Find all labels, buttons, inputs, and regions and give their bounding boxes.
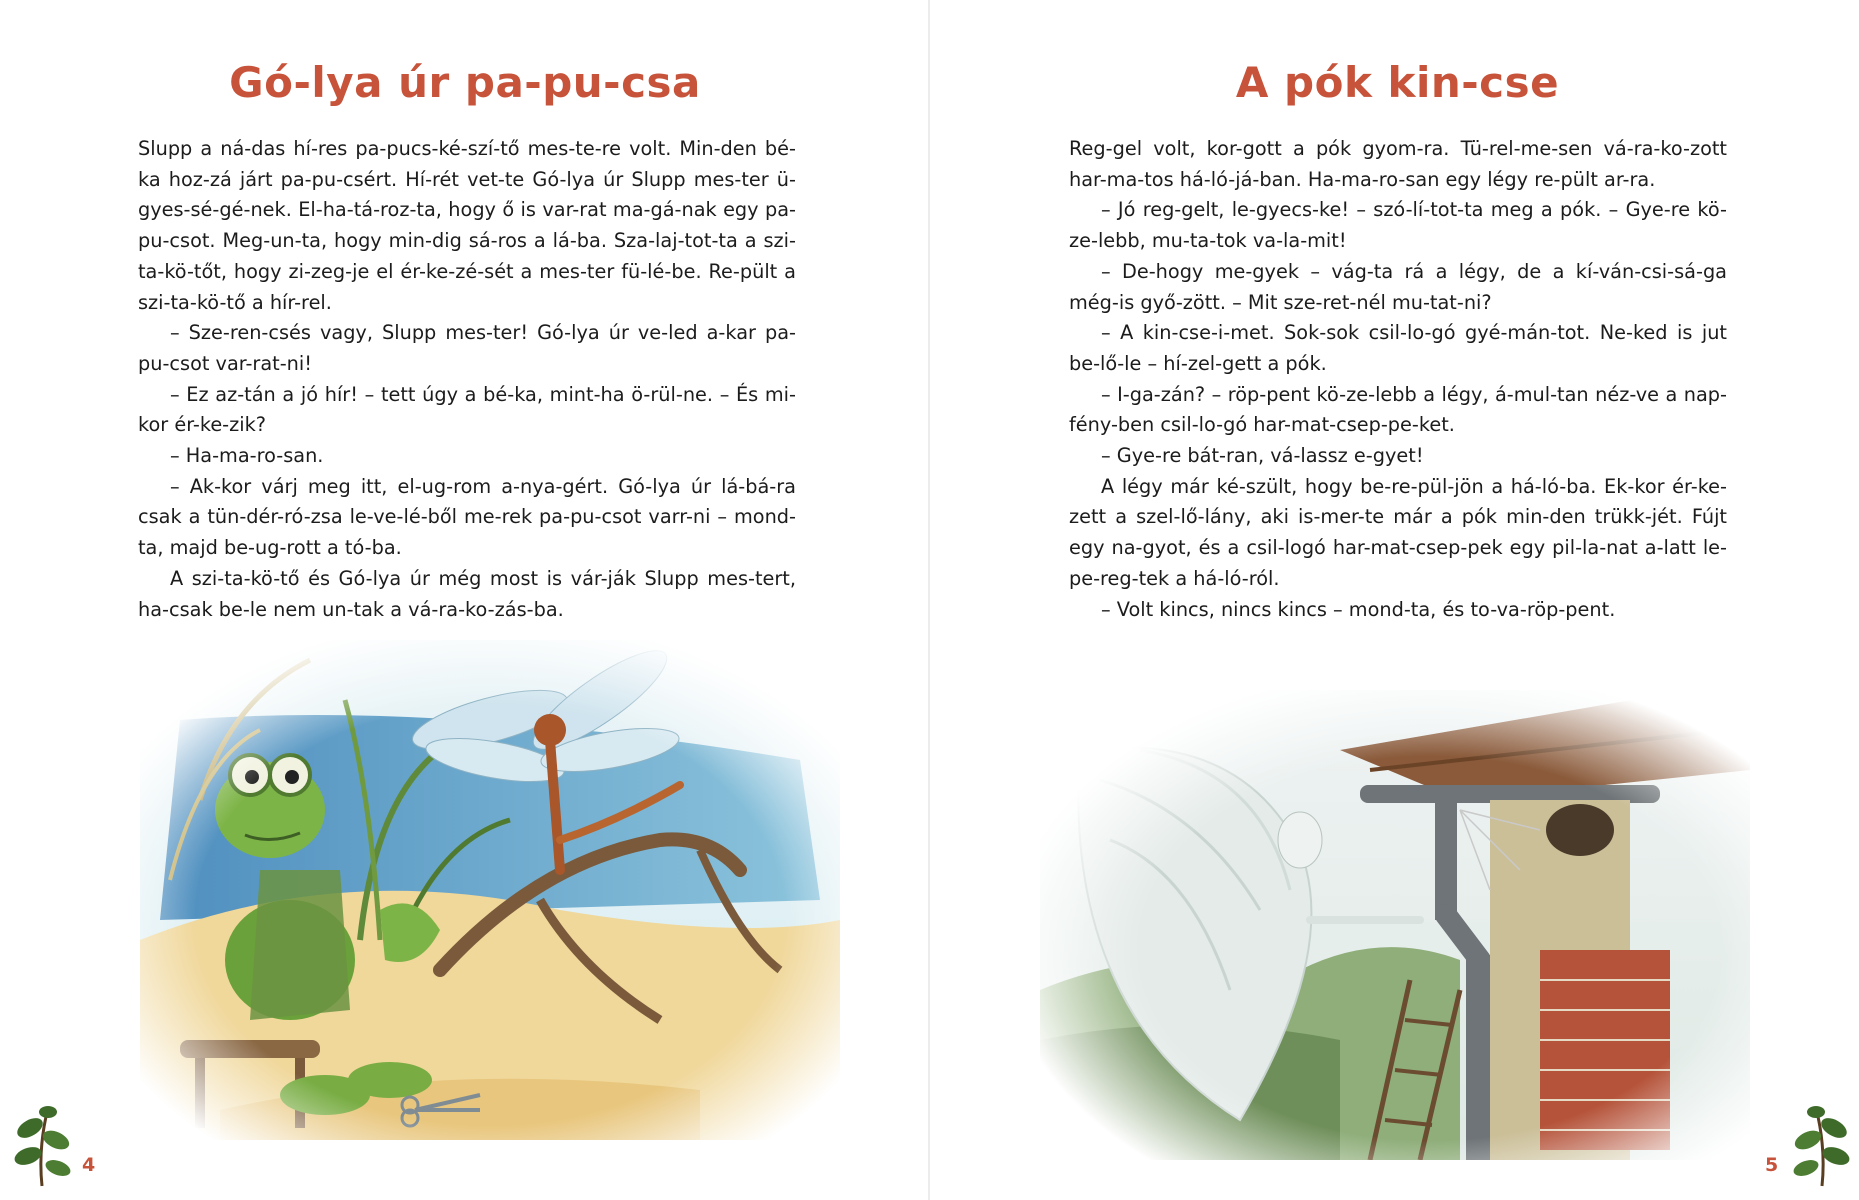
right-page: [930, 0, 1859, 1200]
story-title-left: Gó-lya úr pa-pu-csa: [229, 58, 701, 107]
wind-girl-spider-illustration: [1040, 690, 1750, 1160]
oak-sprig-icon: [8, 1098, 76, 1188]
story-paragraph: – Sze-ren-csés vagy, Slupp mes-ter! Gó-lya úr ve-led a-kar pa-pu-csot var-rat-ni!: [138, 321, 796, 375]
story-paragraph: A szi-ta-kö-tő és Gó-lya úr még most is vár-ják Slupp mes-tert, ha-csak be-le nem un-tak a vá-ra-ko-zás-ba.: [138, 566, 796, 621]
story-paragraph: – Ez az-tán a jó hír! – tett úgy a bé-ka, mint-ha ö-rül-ne. – És mi-kor ér-ke-zik?: [138, 382, 796, 437]
story-paragraph: – Gye-re bát-ran, vá-lassz e-gyet!: [1101, 444, 1424, 468]
story-paragraph: – I-ga-zán? – röp-pent kö-ze-lebb a légy, á-mul-tan néz-ve a nap-fény-ben csil-lo-gó har-mat-csep-pe-ket.: [1069, 382, 1727, 437]
story-title-right: A pók kin-cse: [1235, 58, 1560, 107]
story-paragraph: – Ha-ma-ro-san.: [170, 444, 324, 468]
frog-dragonfly-illustration: [140, 640, 840, 1140]
story-paragraph: – A kin-cse-i-met. Sok-sok csil-lo-gó gyé-mán-tot. Ne-ked is jut be-lő-le – hí-zel-gett a pók.: [1069, 321, 1727, 375]
story-paragraph: – Volt kincs, nincs kincs – mond-ta, és to-va-röp-pent.: [1101, 597, 1616, 621]
story-paragraph: Reg-gel volt, kor-gott a pók gyom-ra. Tü-rel-me-sen vá-ra-ko-zott har-ma-tos há-ló-já-ban. Ha-ma-ro-san egy légy re-pült ar-ra.: [1069, 137, 1727, 191]
page-number-right: 5: [1765, 1154, 1779, 1176]
left-page: [0, 0, 929, 1200]
oak-sprig-icon: [1788, 1098, 1856, 1188]
story-paragraph: – De-hogy me-gyek – vág-ta rá a légy, de a kí-ván-csi-sá-ga még-is győ-zött. – Mit sze-ret-nél mu-tat-ni?: [1069, 259, 1727, 314]
story-paragraph: – Ak-kor várj meg itt, el-ug-rom a-nya-gért. Gó-lya úr lá-bá-ra csak a tün-dér-ró-zsa le-ve-lé-ből me-rek pa-pu-csot varr-ni – mond-ta, majd be-ug-rott a tó-ba.: [138, 474, 796, 560]
page-number-left: 4: [82, 1154, 96, 1176]
story-text-left: [138, 134, 796, 625]
story-text-right: [1069, 134, 1727, 625]
story-paragraph: Slupp a ná-das hí-res pa-pucs-ké-szí-tő mes-te-re volt. Min-den bé-ka hoz-zá járt pa-pu-csért. Hí-rét vet-te Gó-lya úr Slupp mes-ter ü-gyes-sé-gé-nek. El-ha-tá-roz-ta, hogy ő is var-rat ma-gá-nak egy pa-pu-csot. Meg-un-ta, hogy min-dig sá-ros a lá-ba. Sza-laj-tot-ta a szi-ta-kö-tőt, hogy zi-zeg-je el ér-ke-zé-sét a mes-ter fü-lé-be. Re-pült a szi-ta-kö-tő a hír-rel.: [138, 137, 796, 314]
story-paragraph: – Jó reg-gelt, le-gyecs-ke! – szó-lí-tot-ta meg a pók. – Gye-re kö-ze-lebb, mu-ta-tok va-la-mit!: [1069, 198, 1727, 253]
story-paragraph: A légy már ké-szült, hogy be-re-pül-jön a há-ló-ba. Ek-kor ér-ke-zett a szel-lő-lány, aki is-mer-te már a pók min-den trükk-jét. Fújt egy na-gyot, és a csil-logó har-mat-csep-pek egy pil-la-nat a-latt le-pe-reg-tek a há-ló-ról.: [1069, 474, 1727, 590]
